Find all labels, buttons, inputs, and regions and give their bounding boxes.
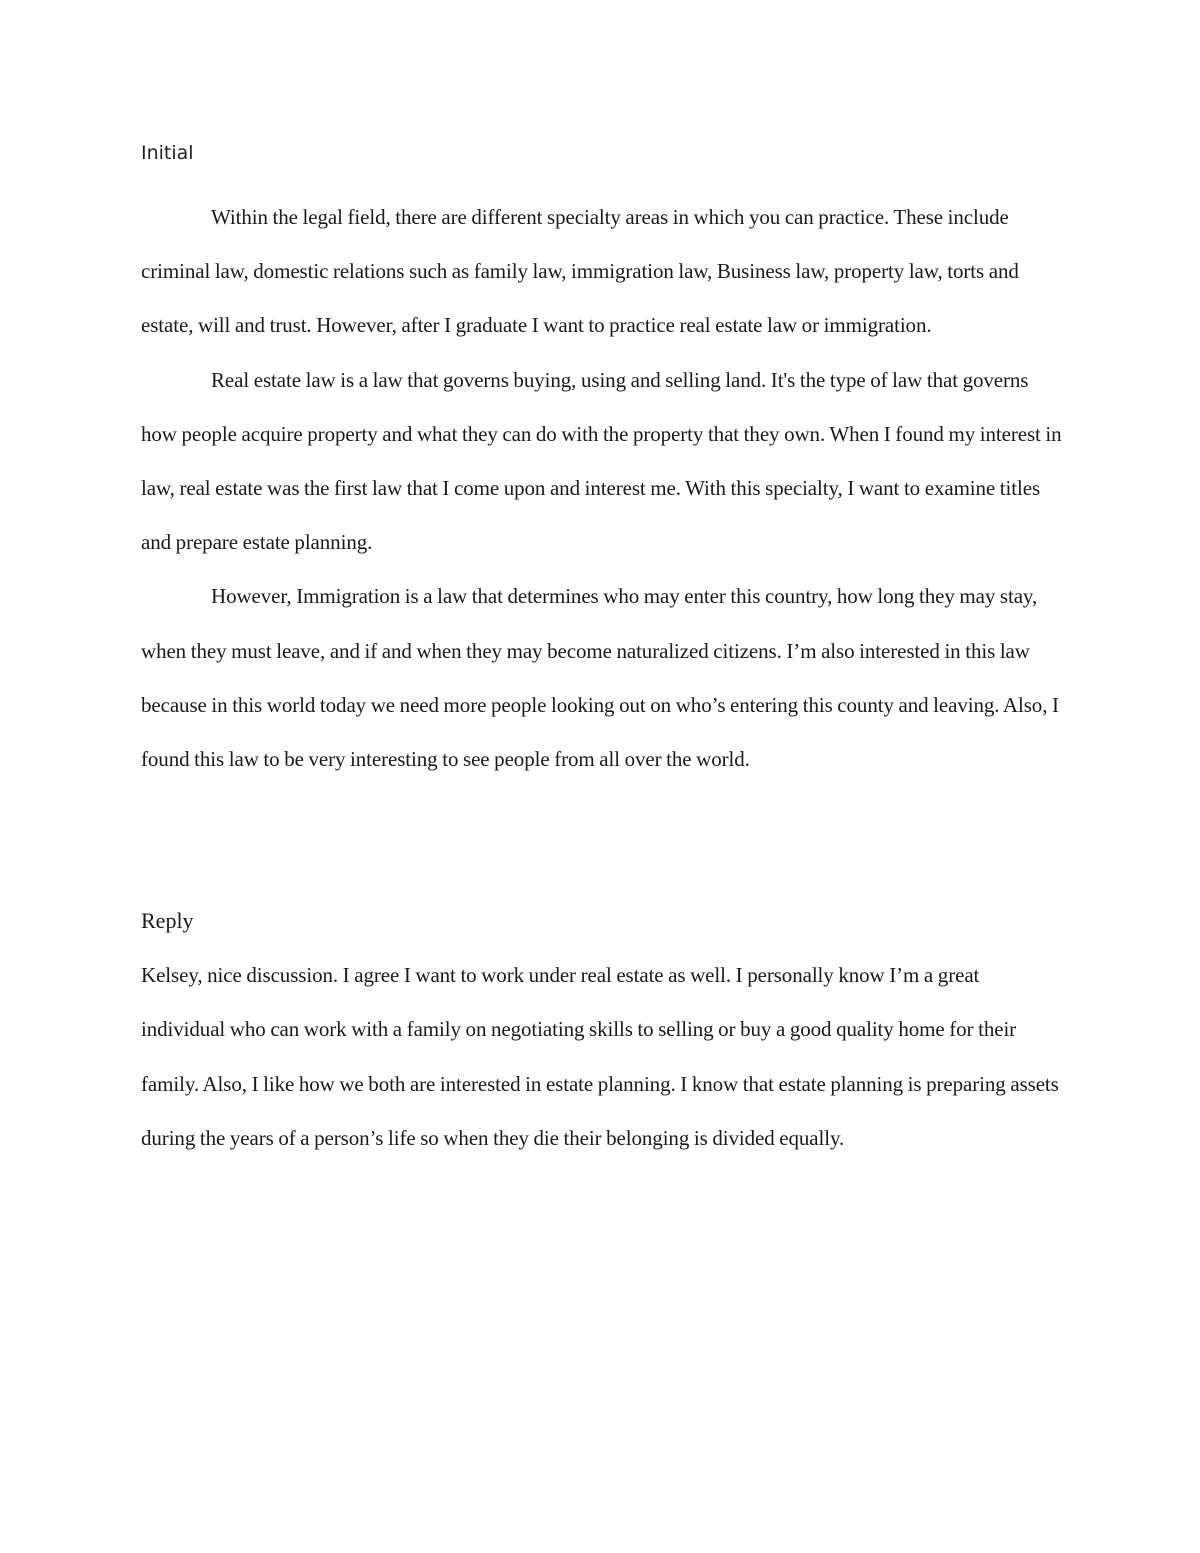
section-spacer [141,786,1066,894]
initial-paragraph-2: Real estate law is a law that governs buying, using and selling land. It's the type of law that governs how people acquire property and what they can do with the property that they own. When I found my interest in law, real estate was the first law that I come upon and interest me. With this specialty, I want to examine titles and prepare estate planning. [141,367,1062,555]
reply-heading: Reply [141,908,194,934]
initial-heading: Initial [141,142,194,164]
reply-section [141,894,1066,1165]
initial-section [141,137,1066,786]
reply-paragraph-1: Kelsey, nice discussion. I agree I want to work under real estate as well. I personally know I’m a great individual who can work with a family on negotiating skills to selling or buy a good quality home for their family. Also, I like how we both are interested in estate planning. I know that estate planning is preparing assets during the years of a person’s life so when they die their belonging is divided equally. [141,963,1059,1150]
initial-paragraph-3: However, Immigration is a law that determines who may enter this country, how long they may stay, when they must leave, and if and when they may become naturalized citizens. I’m also interested in this law because in this world today we need more people looking out on who’s entering this county and leaving. Also, I found this law to be very interesting to see people from all over the world. [141,584,1059,772]
initial-paragraph-1: Within the legal field, there are different specialty areas in which you can practice. These include criminal law, domestic relations such as family law, immigration law, Business law, property law, torts and estate, will and trust. However, after I graduate I want to practice real estate law or immigration. [141,205,1019,338]
document-body [141,137,1066,1165]
